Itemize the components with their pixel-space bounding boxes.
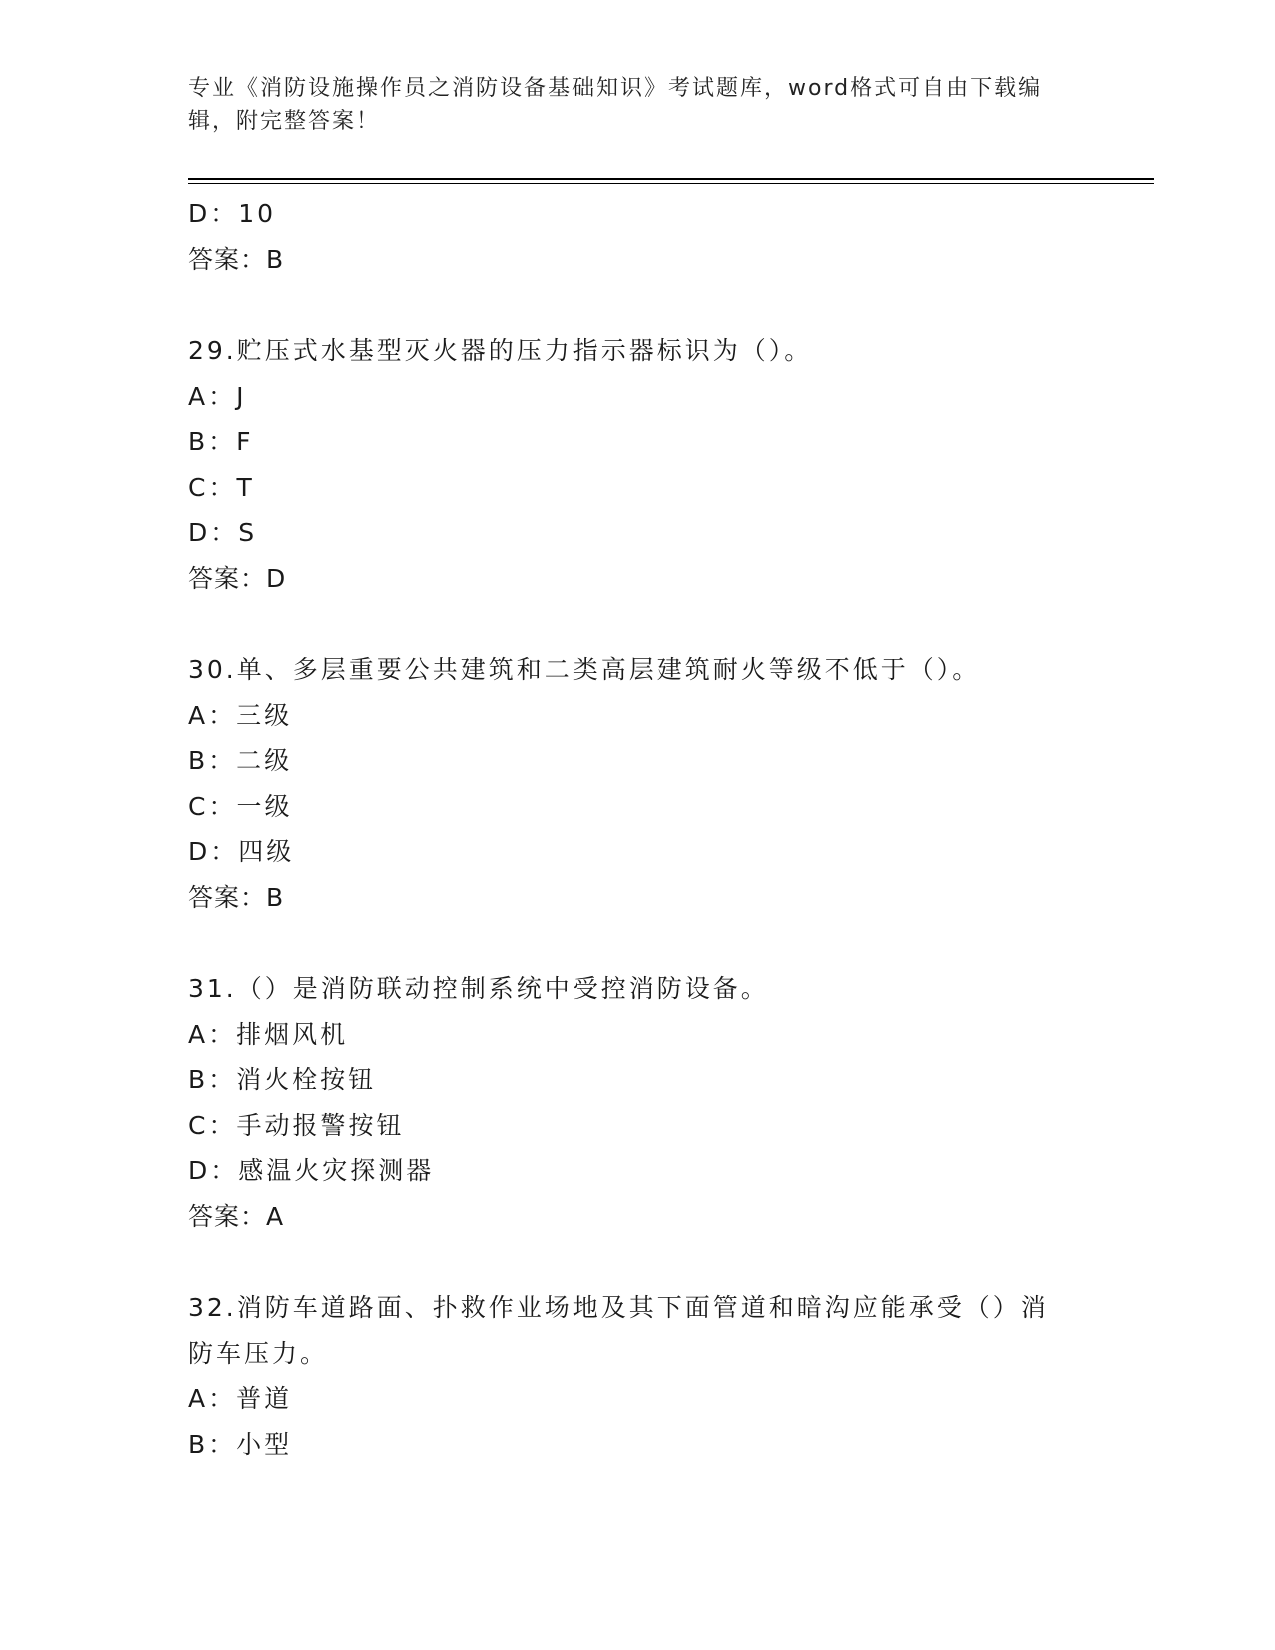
option-d: D：感温火灾探测器 [188,1156,435,1185]
spacer [188,601,1088,647]
spacer [188,282,1088,328]
option-d: D：10 [188,199,277,228]
answer-line: 答案：B [188,882,285,912]
option-b: B：消火栓按钮 [188,1065,377,1094]
option-a: A：普道 [188,1384,293,1413]
question-stem: 30.单、多层重要公共建筑和二类高层建筑耐火等级不低于（）。 [188,655,981,684]
spacer [188,1239,1088,1285]
answer-line: 答案：B [188,244,285,274]
header-divider-thick [188,178,1154,180]
header-divider-thin [188,183,1154,184]
question-32 [188,1285,1088,1467]
option-b: B：F [188,427,254,456]
option-c: C：一级 [188,791,293,821]
question-stem: 29.贮压式水基型灭火器的压力指示器标识为（）。 [188,336,813,365]
option-c: C：手动报警按钮 [188,1110,405,1140]
question-30 [188,647,1088,920]
previous-question-tail [188,191,1088,282]
question-stem: 32.消防车道路面、扑救作业场地及其下面管道和暗沟应能承受（）消防车压力。 [188,1293,1049,1368]
question-list [188,191,1088,1467]
option-d: D：S [188,518,258,547]
option-b: B：二级 [188,746,293,775]
option-a: A：J [188,381,247,411]
option-b: B：小型 [188,1429,293,1459]
option-c: C：T [188,472,255,502]
spacer [188,920,1088,966]
question-31 [188,966,1088,1239]
option-a: A：三级 [188,700,293,730]
option-a: A：排烟风机 [188,1019,349,1049]
answer-line: 答案：A [188,1201,285,1231]
option-d: D：四级 [188,837,295,866]
answer-line: 答案：D [188,563,287,593]
question-29 [188,328,1088,601]
question-stem: 31.（）是消防联动控制系统中受控消防设备。 [188,974,769,1003]
page-header: 专业《消防设施操作员之消防设备基础知识》考试题库，word格式可自由下载编辑，附完整答案！ [188,76,1043,134]
